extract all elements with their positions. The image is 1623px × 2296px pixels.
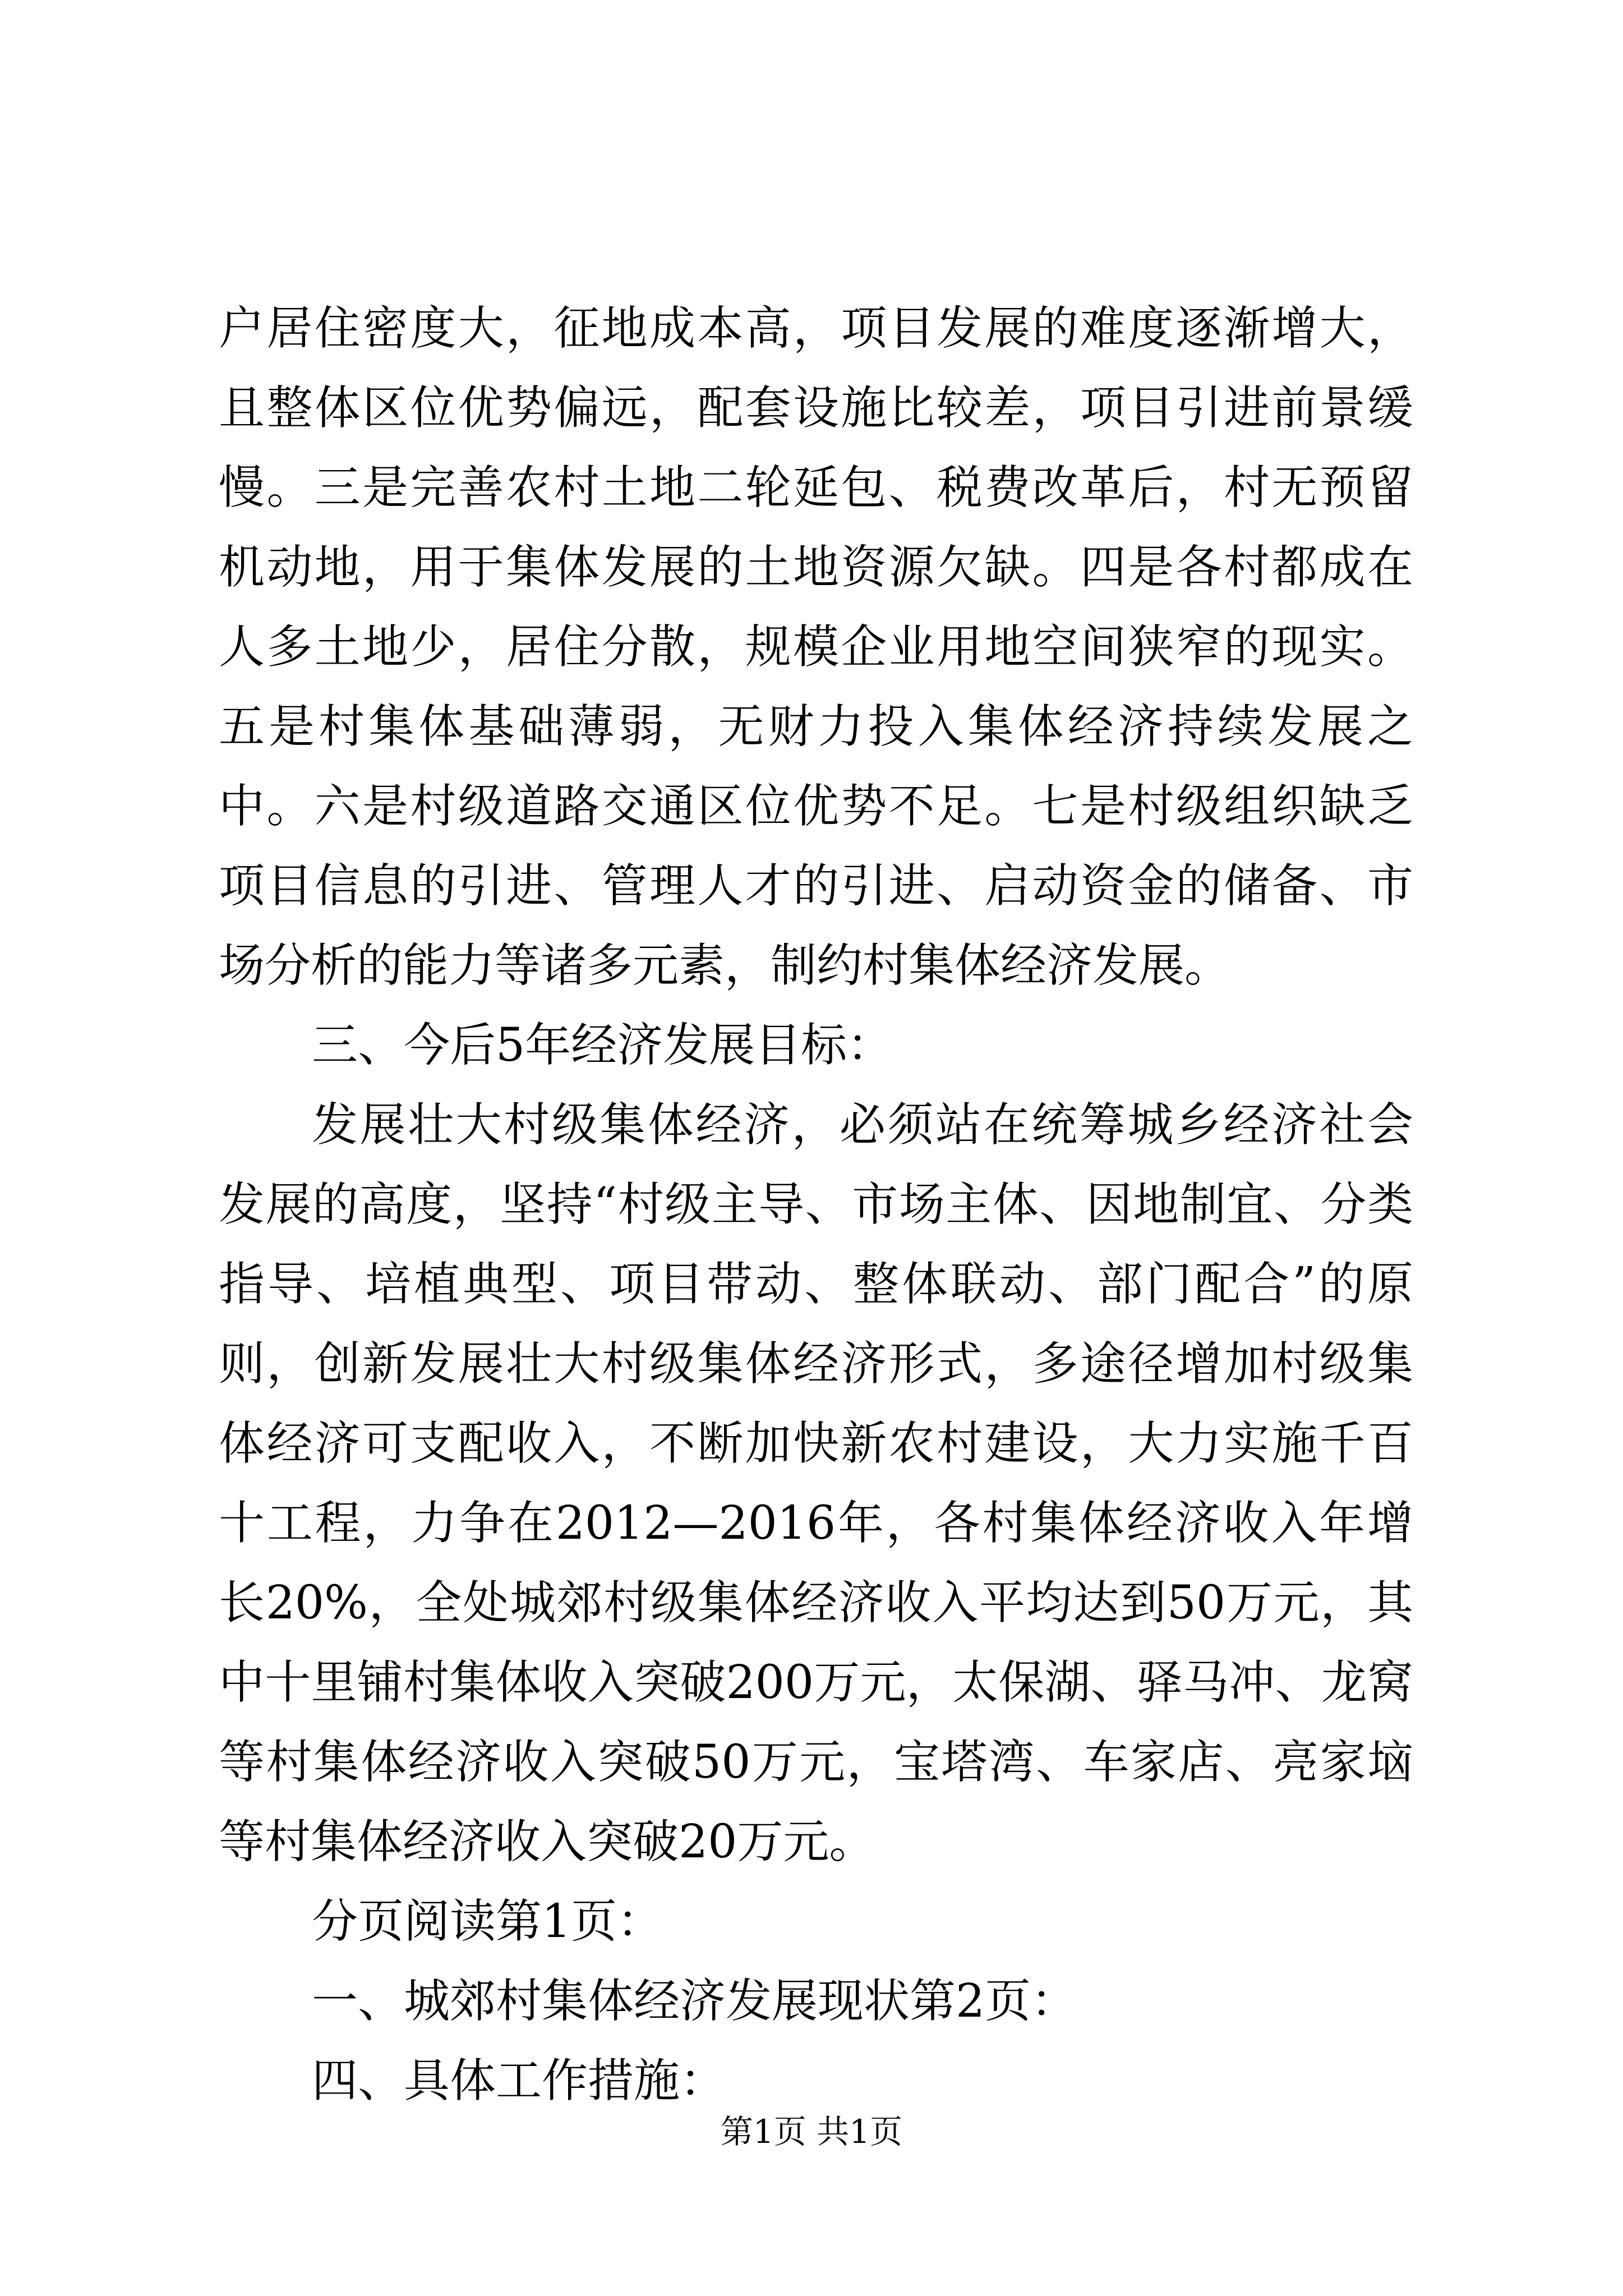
section-heading-goals: 三、今后5年经济发展目标： [312,1019,893,1072]
pagination-link-page-2[interactable]: 一、城郊村集体经济发展现状第2页： [312,1975,1077,2028]
page-footer: 第1页 共1页 [720,2113,903,2151]
pagination-link-page-1[interactable]: 分页阅读第1页： [312,1895,663,1948]
paragraph-goals: 发展壮大村级集体经济，必须站在统筹城乡经济社会发展的高度，坚持“村级主导、市场主体、因地制宜、分类指导、培植典型、项目带动、整体联动、部门配合”的原则，创新发展壮大村级集体经济形式，多途径增加村级集体经济可支配收入，不断加快新农村建设，大力实施千百十工程，力争在2012—2016年，各村集体经济收入年增长20%，全处城郊村级集体经济收入平均达到50万元，其中十里铺村集体收入突破200万元，太保湖、驿马冲、龙窝等村集体经济收入突破50万元，宝塔湾、车家店、亮家垴等村集体经济收入突破20万元。 [219,1098,1413,1869]
paragraph-continued: 户居住密度大，征地成本高，项目发展的难度逐渐增大，且整体区位优势偏远，配套设施比较差，项目引进前景缓慢。三是完善农村土地二轮延包、税费改革后，村无预留机动地，用于集体发展的土地资源欠缺。四是各村都成在人多土地少，居住分散，规模企业用地空间狭窄的现实。五是村集体基础薄弱，无财力投入集体经济持续发展之中。六是村级道路交通区位优势不足。七是村级组织缺乏项目信息的引进、管理人才的引进、启动资金的储备、市场分析的能力等诸多元素，制约村集体经济发展。 [219,302,1413,992]
section-heading-measures: 四、具体工作措施： [312,2054,726,2108]
document-body [219,289,1413,2121]
